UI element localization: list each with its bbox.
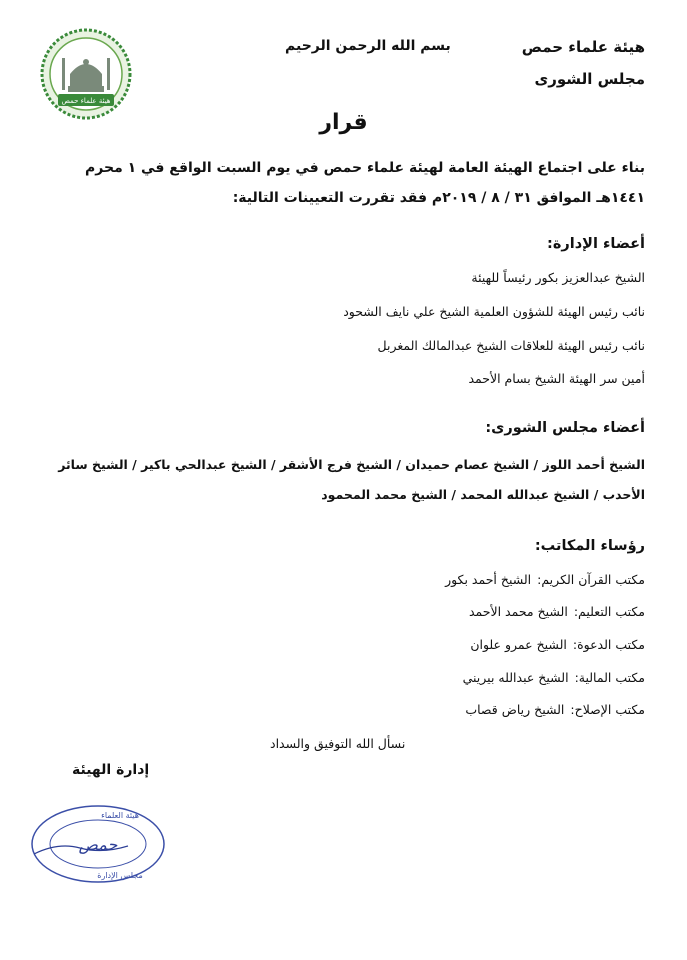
administration-item: نائب رئيس الهيئة للشؤون العلمية الشيخ علي نايف الشحود — [343, 304, 645, 319]
signoff: إدارة الهيئة — [72, 762, 150, 778]
office-head: الشيخ أحمد بكور — [445, 572, 532, 587]
office-head: الشيخ محمد الأحمد — [468, 604, 568, 619]
office-name: مكتب القرآن الكريم: — [537, 572, 645, 587]
council-name: مجلس الشورى — [534, 70, 645, 88]
administration-heading: أعضاء الإدارة: — [547, 236, 645, 252]
office-row — [465, 702, 645, 717]
administration-item: الشيخ عبدالعزيز بكور رئيساً للهيئة — [471, 270, 645, 285]
office-head: الشيخ رياض قصاب — [465, 702, 565, 717]
office-name: مكتب التعليم: — [573, 604, 645, 619]
stamp-top-text: هيئة العلماء — [101, 811, 139, 820]
document-title: قرار — [319, 110, 368, 135]
shura-members: الشيخ أحمد اللوز / الشيخ عصام حميدان / الشيخ فرج الأشقر / الشيخ عبدالحي باكير / الشيخ سائر الأحدب / الشيخ عبدالله المحمد / الشيخ محمد المحمود — [58, 457, 645, 502]
office-name: مكتب الدعوة: — [572, 637, 645, 652]
official-stamp — [28, 802, 168, 886]
offices-heading: رؤساء المكاتب: — [534, 538, 645, 554]
administration-item: نائب رئيس الهيئة للعلاقات الشيخ عبدالمالك المغربل — [377, 338, 645, 353]
stamp-bottom-text: مجلس الإدارة — [97, 871, 143, 880]
office-row — [470, 637, 645, 652]
office-head: الشيخ عمرو علوان — [470, 637, 567, 652]
stamp-signature: حمص — [78, 835, 118, 854]
intro-paragraph: بناء على اجتماع الهيئة العامة لهيئة علماء حمص في يوم السبت الواقع في ١ محرم ١٤٤١هـ الموافق ٣١ / ٨ / ٢٠١٩م فقد تقررت التعيينات التالية: — [85, 160, 645, 206]
office-head: الشيخ عبدالله بيريني — [462, 670, 569, 685]
office-row — [469, 604, 645, 619]
office-row — [463, 670, 645, 685]
office-name: مكتب الإصلاح: — [570, 702, 645, 717]
organization-name: هيئة علماء حمص — [521, 38, 645, 56]
shura-heading: أعضاء مجلس الشورى: — [485, 420, 645, 436]
basmala: بسم الله الرحمن الرحيم — [285, 38, 451, 54]
logo-caption: هيئة علماء حمص — [61, 97, 111, 105]
office-row — [445, 572, 645, 587]
organization-logo — [40, 28, 132, 120]
administration-item: أمين سر الهيئة الشيخ بسام الأحمد — [468, 371, 645, 386]
closing-line: نسأل الله التوفيق والسداد — [270, 736, 406, 751]
office-name: مكتب المالية: — [574, 670, 645, 685]
